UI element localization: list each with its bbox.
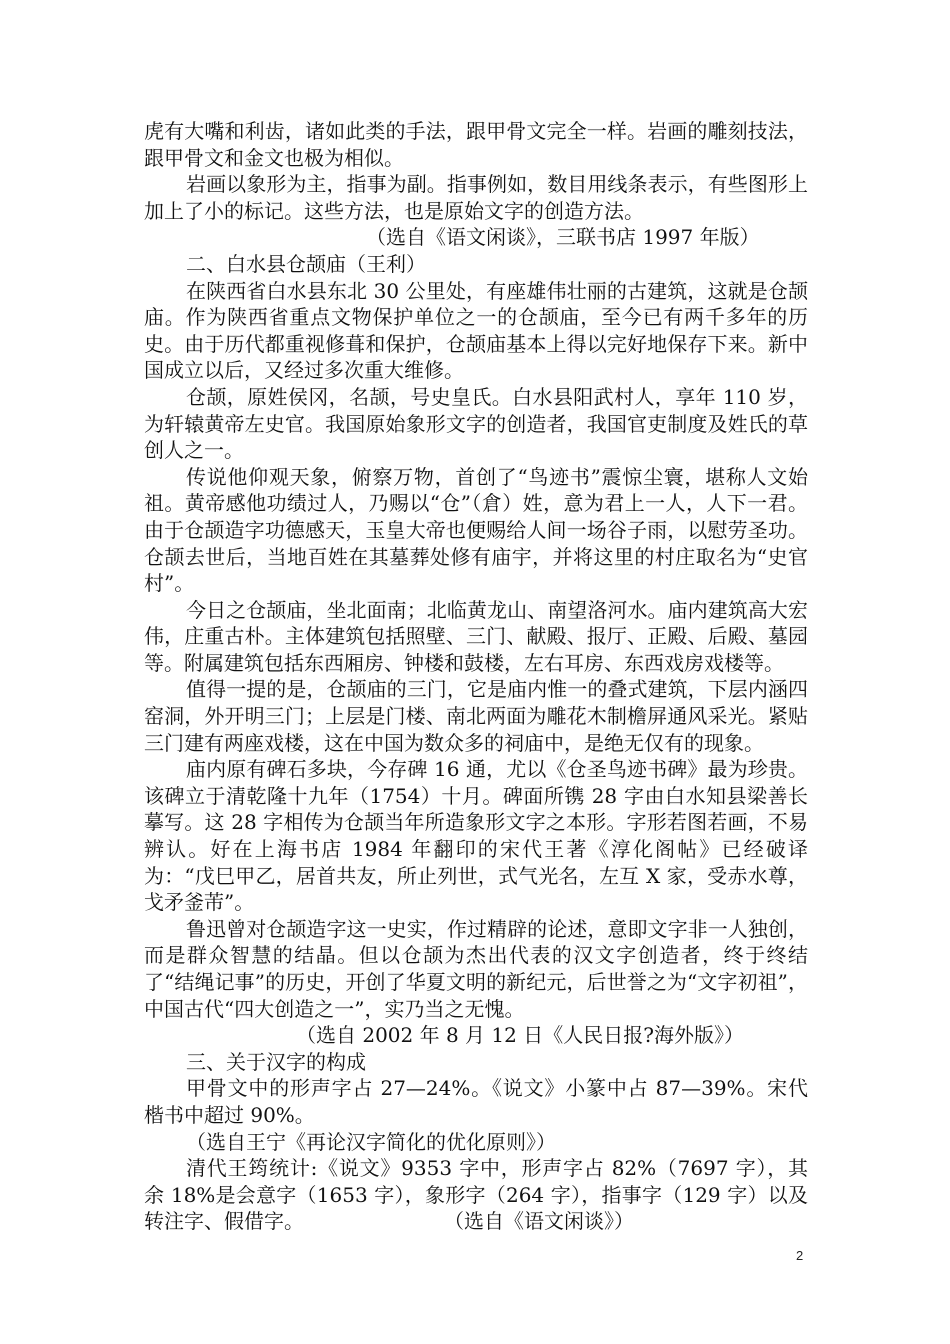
section-heading: 三、关于汉字的构成 [186, 1049, 366, 1074]
paragraph: 庙内原有碑石多块，今存碑 16 通，尤以《仓圣鸟迹书碑》最为珍贵。该碑立于清乾隆十九年（1754）十月。碑面所镌 28 字由白水知县梁善长摹写。这 28 字相传为仓颉当年所造象形文字之本形。字形若图若画，不易辨认。好在上海书店 1984 年翻印的宋代王著《淳化阁帖》已经破译为：“戊巳甲乙，居首共友，所止列世，式气光名，左互 X 家，受赤水尊，戈矛釜芾”。 [144, 757, 808, 915]
paragraph: 值得一提的是，仓颉庙的三门，它是庙内惟一的叠式建筑，下层内涵四窑洞，外开明三门；上层是门楼、南北两面为雕花木制檐屏通风采光。紧贴三门建有两座戏楼，这在中国为数众多的祠庙中，是绝无仅有的现象。 [144, 677, 808, 755]
paragraph: 甲骨文中的形声字占 27—24%。《说文》小篆中占 87—39%。宋代楷书中超过 90%。 [144, 1076, 808, 1127]
paragraph: 虎有大嘴和利齿，诸如此类的手法，跟甲骨文完全一样。岩画的雕刻技法，跟甲骨文和金文也极为相似。 [144, 119, 808, 170]
paragraph: 在陕西省白水县东北 30 公里处，有座雄伟壮丽的古建筑，这就是仓颉庙。作为陕西省重点文物保护单位之一的仓颉庙，至今已有两千多年的历史。由于历代都重视修葺和保护，仓颉庙基本上得以完好地保存下来。新中国成立以后，又经过多次重大维修。 [144, 278, 808, 383]
document-page [144, 118, 808, 1235]
source-citation: （选自 2002 年 8 月 12 日《人民日报?海外版》） [296, 1023, 744, 1048]
page-number: 2 [796, 1248, 804, 1263]
paragraph: 岩画以象形为主，指事为副。指事例如，数目用线条表示，有些图形上加上了小的标记。这些方法，也是原始文字的创造方法。 [144, 172, 808, 223]
paragraph: 仓颉，原姓侯冈，名颉，号史皇氏。白水县阳武村人，享年 110 岁，为轩辕黄帝左史官。我国原始象形文字的创造者，我国官吏制度及姓氏的草创人之一。 [144, 384, 808, 463]
paragraph: 今日之仓颉庙，坐北面南；北临黄龙山、南望洛河水。庙内建筑高大宏伟，庄重古朴。主体建筑包括照壁、三门、献殿、报厅、正殿、后殿、墓园等。附属建筑包括东西厢房、钟楼和鼓楼，左右耳房、东西戏房戏楼等。 [144, 597, 808, 675]
source-citation: （选自《语文闲谈》，三联书店 1997 年版） [366, 225, 760, 250]
paragraph [144, 1155, 808, 1235]
section-heading: 二、白水县仓颉庙（王利） [186, 251, 426, 276]
source-citation: （选自《语文闲谈》） [454, 1209, 634, 1234]
source-citation: （选自王宁《再论汉字简化的优化原则》） [186, 1129, 556, 1154]
paragraph: 鲁迅曾对仓颉造字这一史实，作过精辟的论述，意即文字非一人独创，而是群众智慧的结晶。但以仓颉为杰出代表的汉文字创造者，终于终结了“结绳记事”的历史，开创了华夏文明的新纪元，后世誉之为“文字初祖”，中国古代“四大创造之一”，实乃当之无愧。 [144, 916, 808, 1021]
paragraph: 传说他仰观天象，俯察万物，首创了“鸟迹书”震惊尘寰，堪称人文始祖。黄帝感他功绩过人，乃赐以“仓”（倉）姓，意为君上一人，人下一君。由于仓颉造字功德感天，玉皇大帝也便赐给人间一场谷子雨，以慰劳圣功。仓颉去世后，当地百姓在其墓葬处修有庙宇，并将这里的村庄取名为“史官村”。 [144, 464, 808, 596]
paragraph-text: 清代王筠统计:《说文》9353 字中，形声字占 82%（7697 字），其余 18%是会意字（1653 字），象形字（264 字），指事字（129 字）以及转注字、假借字。 [144, 1156, 808, 1234]
